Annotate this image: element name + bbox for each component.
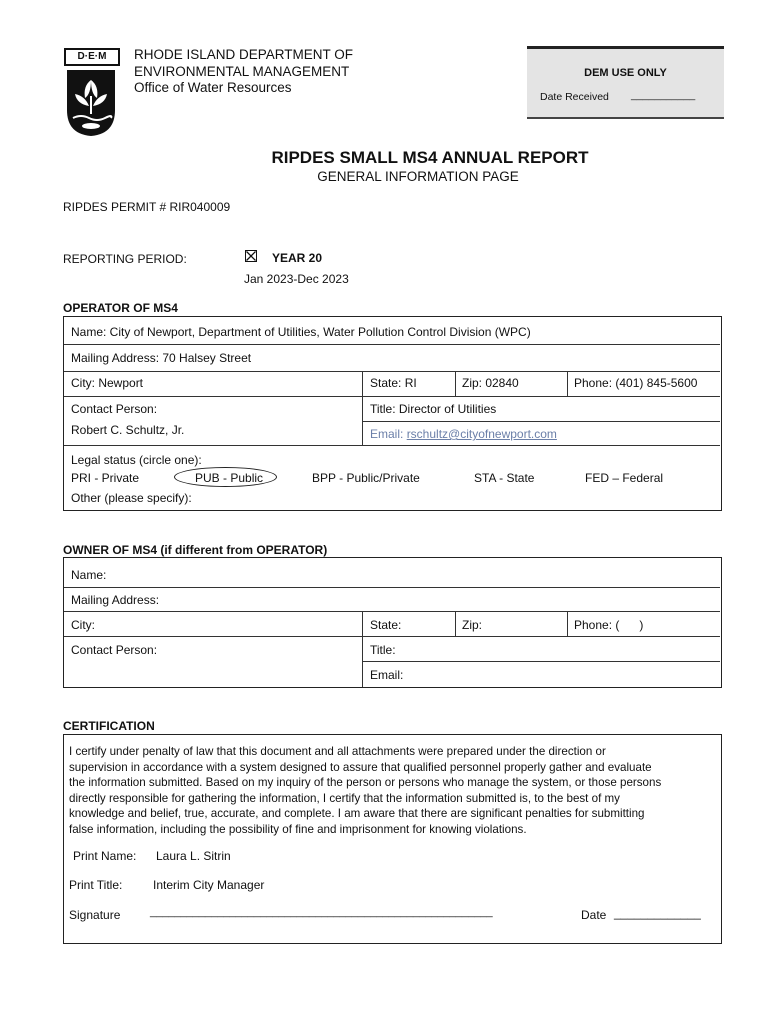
print-name-label: Print Name:: [73, 849, 137, 863]
dem-logo-text: D·E·M: [64, 48, 120, 66]
agency-name: [134, 47, 353, 97]
owner-table: [63, 557, 722, 688]
print-name-value[interactable]: Laura L. Sitrin: [156, 849, 231, 863]
operator-email-label: Email:: [370, 427, 404, 441]
report-subtitle: GENERAL INFORMATION PAGE: [317, 169, 519, 184]
dem-use-only-box: [527, 46, 724, 119]
year-checkbox[interactable]: [245, 250, 257, 262]
legal-other[interactable]: Other (please specify):: [71, 491, 192, 505]
date-received-label: Date Received: [540, 91, 609, 103]
operator-city[interactable]: City: Newport: [71, 376, 144, 390]
period-range: Jan 2023-Dec 2023: [244, 272, 349, 286]
cert-line: false information, including the possibility of fine and imprisonment for knowing violations.: [69, 822, 527, 836]
print-title-label: Print Title:: [69, 878, 123, 892]
operator-name[interactable]: Name: City of Newport, Department of Utilities, Water Pollution Control Division (WPC): [71, 325, 531, 339]
operator-mailing-address[interactable]: Mailing Address: 70 Halsey Street: [71, 351, 252, 365]
year-label: YEAR 20: [272, 251, 323, 265]
cert-line: the information submitted. Based on my inquiry of the person or persons who manage the system, or those persons: [69, 776, 662, 789]
cert-line: directly responsible for gathering the information, I certify that the information submitted is, to the best of my: [69, 791, 620, 805]
cert-date-label: Date: [581, 908, 607, 922]
certification-box: [63, 734, 722, 944]
cert-line: knowledge and belief, true, accurate, and complete. I am aware that there are significant penalties for submitting: [69, 807, 645, 820]
legal-status-label: Legal status (circle one):: [71, 453, 202, 467]
agency-line-3: Office of Water Resources: [134, 80, 292, 95]
legal-option-pub[interactable]: PUB - Public: [195, 471, 264, 485]
report-title: RIPDES SMALL MS4 ANNUAL REPORT: [271, 148, 589, 167]
owner-state[interactable]: State:: [370, 618, 402, 632]
legal-option-sta[interactable]: STA - State: [474, 471, 535, 485]
operator-title[interactable]: Title: Director of Utilities: [370, 402, 497, 416]
cert-line: I certify under penalty of law that this document and all attachments were prepared under the direction or: [69, 745, 606, 758]
operator-heading: OPERATOR OF MS4: [63, 301, 178, 315]
operator-zip[interactable]: Zip: 02840: [462, 376, 519, 390]
owner-heading: OWNER OF MS4 (if different from OPERATOR): [63, 543, 328, 557]
dem-use-only-title: DEM USE ONLY: [584, 67, 667, 79]
checkmark-x-icon: [245, 250, 257, 262]
operator-phone[interactable]: Phone: (401) 845-5600: [574, 376, 698, 390]
permit-number: RIPDES PERMIT # RIR040009: [63, 200, 231, 214]
operator-table: [63, 316, 722, 511]
signature-line[interactable]: ________________________________________________________: [150, 906, 493, 918]
certification-heading: CERTIFICATION: [63, 719, 155, 733]
legal-option-fed[interactable]: FED – Federal: [585, 471, 664, 485]
operator-contact-name[interactable]: Robert C. Schultz, Jr.: [71, 423, 185, 437]
reporting-period-label: REPORTING PERIOD:: [63, 252, 187, 266]
date-received-blank: ___________: [631, 89, 696, 101]
owner-contact[interactable]: Contact Person:: [71, 643, 158, 657]
operator-contact-label: Contact Person:: [71, 402, 158, 416]
legal-option-pri[interactable]: PRI - Private: [71, 471, 140, 485]
certification-text: [69, 744, 661, 837]
signature-label: Signature: [69, 908, 121, 922]
cert-date-line[interactable]: _____________: [614, 906, 701, 920]
owner-city[interactable]: City:: [71, 618, 95, 632]
operator-email[interactable]: [370, 427, 557, 441]
owner-name[interactable]: Name:: [71, 568, 107, 582]
operator-email-link[interactable]: rschultz@cityofnewport.com: [406, 427, 557, 441]
agency-line-1: RHODE ISLAND DEPARTMENT OF: [134, 47, 354, 62]
owner-title[interactable]: Title:: [370, 643, 396, 657]
dem-logo: [64, 48, 118, 140]
dem-seal-icon: [65, 68, 117, 138]
agency-line-2: ENVIRONMENTAL MANAGEMENT: [134, 63, 350, 79]
legal-option-bpp[interactable]: BPP - Public/Private: [312, 471, 420, 485]
owner-phone[interactable]: Phone: ( ): [574, 618, 644, 632]
owner-mailing-address[interactable]: Mailing Address:: [71, 593, 160, 607]
owner-zip[interactable]: Zip:: [462, 618, 483, 632]
print-title-value[interactable]: Interim City Manager: [153, 878, 265, 892]
cert-line: supervision in accordance with a system designed to assure that qualified personnel properly gather and evaluate: [69, 760, 652, 774]
operator-state[interactable]: State: RI: [370, 376, 417, 390]
owner-email[interactable]: Email:: [370, 668, 404, 682]
